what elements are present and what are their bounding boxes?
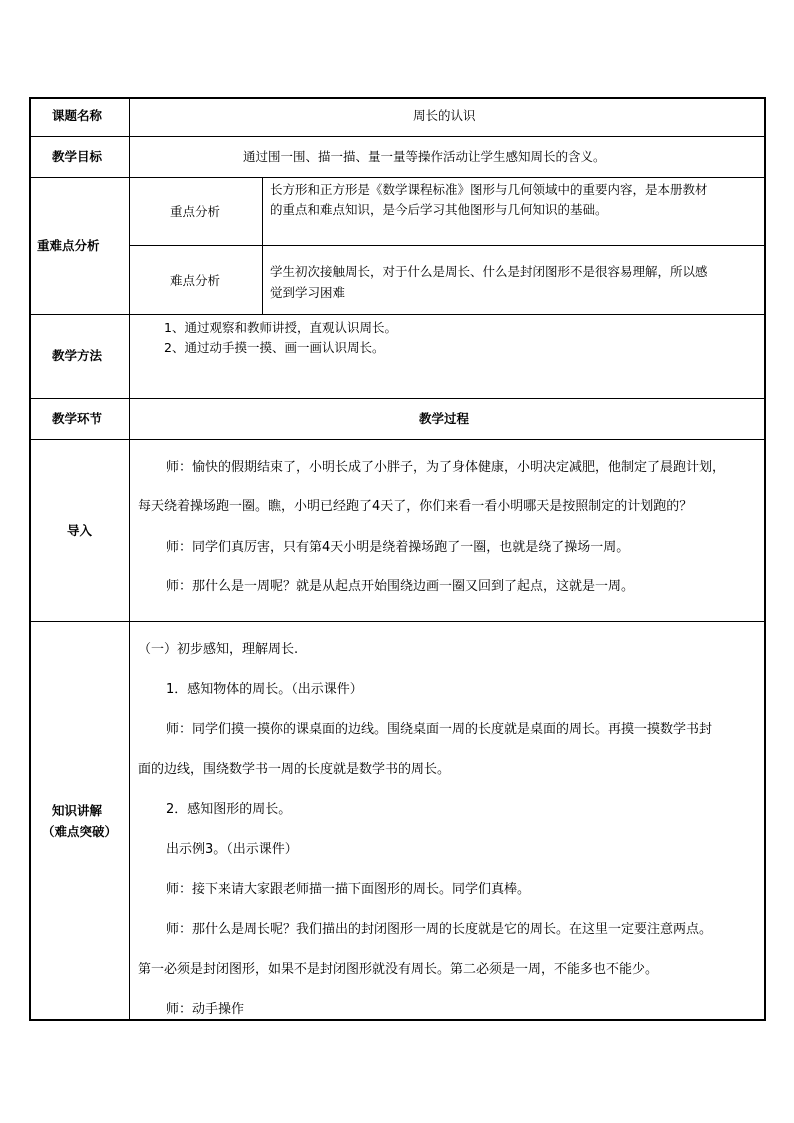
knowledge-line: 第一必须是封闭图形，如果不是封闭图形就没有周长。第二必须是一周，不能多也不能少。 — [138, 962, 659, 977]
difficulty-line: 学生初次接触周长，对于什么是周长、什么是封闭图形不是很容易理解，所以感 — [270, 264, 708, 279]
intro-line: 师：同学们真厉害，只有第4天小明是绕着操场跑了一圈，也就是绕了操场一周。 — [166, 540, 630, 555]
focus-label: 重点分析 — [170, 204, 221, 219]
intro-line: 每天绕着操场跑一圈。瞧，小明已经跑了4天了，你们来看一看小明哪天是按照制定的计划跑的？ — [138, 499, 693, 514]
row-divider — [30, 314, 765, 315]
knowledge-line: （一）初步感知，理解周长. — [138, 642, 299, 657]
focus-line: 的重点和难点知识，是今后学习其他图形与几何知识的基础。 — [270, 202, 608, 217]
goal-value: 通过围一围、描一描、量一量等操作活动让学生感知周长的含义。 — [243, 149, 606, 164]
difficulty-label: 难点分析 — [170, 273, 221, 288]
course-name-value: 周长的认识 — [413, 108, 476, 123]
intro-label: 导入 — [67, 523, 93, 538]
column-divider — [129, 97, 130, 1021]
row-divider — [30, 177, 765, 178]
knowledge-line: 出示例3。（出示课件） — [166, 842, 298, 857]
knowledge-line: 师：那什么是周长呢？我们描出的封闭图形一周的长度就是它的周长。在这里一定要注意两点。 — [166, 922, 713, 937]
difficulty-line: 觉到学习困难 — [270, 285, 346, 300]
row-divider — [30, 136, 765, 137]
method-line: 2、通过动手摸一摸、画一画认识周长。 — [164, 340, 385, 355]
key-points-label: 重难点分析 — [37, 238, 100, 253]
method-label: 教学方法 — [52, 348, 103, 363]
knowledge-line: 师：动手操作 — [166, 1002, 245, 1017]
row-divider — [30, 621, 765, 622]
intro-line: 师：愉快的假期结束了，小明长成了小胖子，为了身体健康，小明决定减肥，他制定了晨跑计划， — [166, 460, 726, 475]
row-divider — [30, 398, 765, 399]
focus-line: 长方形和正方形是《数学课程标准》图形与几何领域中的重要内容，是本册教材 — [270, 182, 708, 197]
knowledge-line: 1．感知物体的周长。（出示课件） — [166, 682, 363, 697]
column-divider — [262, 177, 263, 314]
course-name-label: 课题名称 — [52, 108, 103, 123]
knowledge-line: 师：接下来请大家跟老师描一描下面图形的周长。同学们真棒。 — [166, 882, 531, 897]
knowledge-label: 知识讲解 — [52, 803, 103, 818]
intro-line: 师：那什么是一周呢？就是从起点开始围绕边画一圈又回到了起点，这就是一周。 — [166, 579, 635, 594]
knowledge-line: 2．感知图形的周长。 — [166, 802, 292, 817]
knowledge-line: 面的边线，围绕数学书一周的长度就是数学书的周长。 — [138, 762, 451, 777]
process-header: 教学过程 — [419, 411, 470, 426]
stage-header: 教学环节 — [52, 411, 103, 426]
row-divider — [129, 245, 765, 246]
row-divider — [30, 439, 765, 440]
goal-label: 教学目标 — [52, 149, 103, 164]
knowledge-sublabel: （难点突破） — [42, 824, 118, 839]
knowledge-line: 师：同学们摸一摸你的课桌面的边线。围绕桌面一周的长度就是桌面的周长。再摸一摸数学书封 — [166, 722, 713, 737]
method-line: 1、通过观察和教师讲授，直观认识周长。 — [164, 320, 397, 335]
